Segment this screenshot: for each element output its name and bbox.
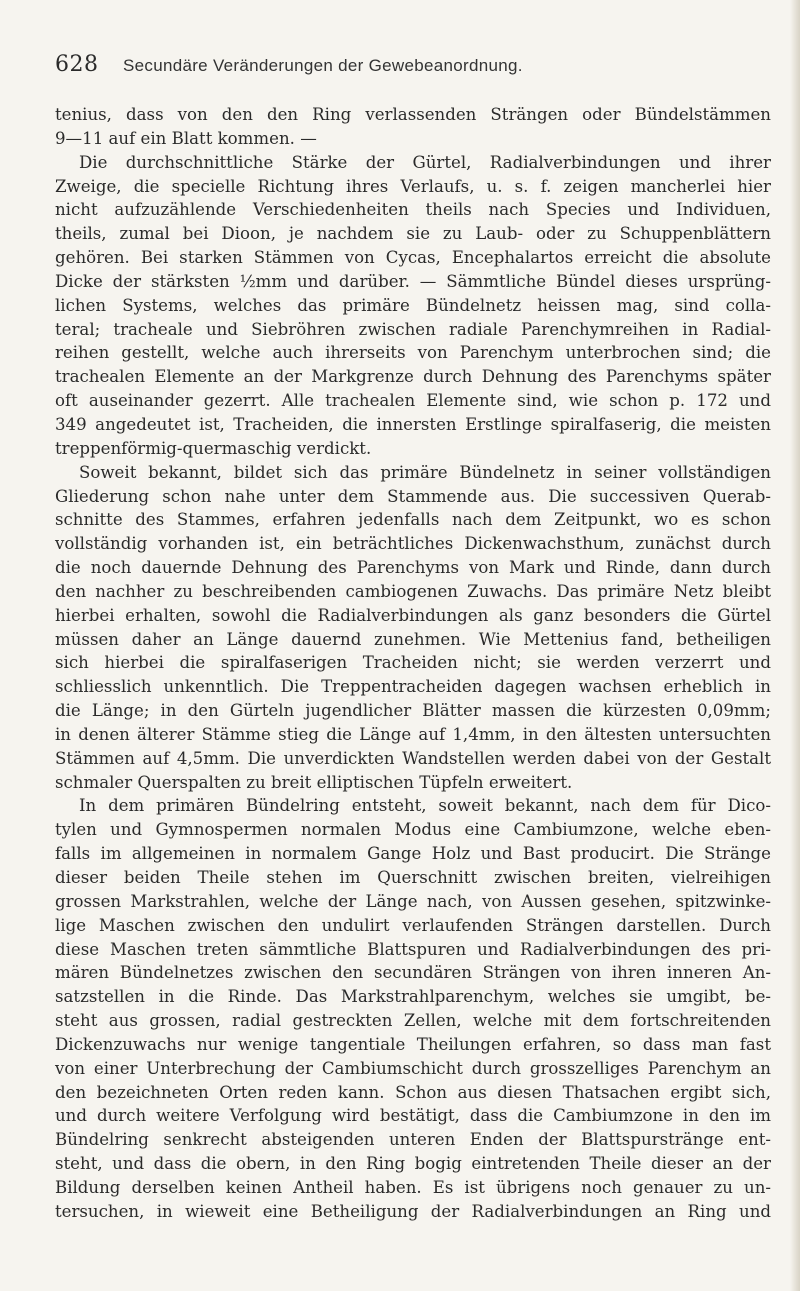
text-line: Dicke der stärksten ½mm und darüber. — Sämmtliche Bündel dieses ursprüng- (55, 271, 771, 291)
text-line: 349 angedeutet ist, Tracheiden, die innersten Erstlinge spiralfaserig, die meisten (55, 414, 771, 434)
text-line: von einer Unterbrechung der Cambiumschicht durch grosszelliges Parenchym an (55, 1058, 771, 1078)
page-edge-shadow (790, 0, 800, 1291)
text-line: steht aus grossen, radial gestreckten Zellen, welche mit dem fortschreitenden (55, 1011, 771, 1031)
text-line: dieser beiden Theile stehen im Querschnitt zwischen breiten, vielreihigen (55, 868, 771, 887)
text-line: teral; tracheale und Siebröhren zwischen radiale Parenchymreihen in Radial- (55, 319, 771, 339)
text-line: schmaler Querspalten zu breit elliptischen Tüpfeln erweitert. (55, 772, 573, 792)
text-line: oft auseinander gezerrt. Alle trachealen Elemente sind, wie schon p. 172 und (55, 391, 771, 411)
text-line: satzstellen in die Rinde. Das Markstrahlparenchym, welches sie umgibt, be- (55, 987, 771, 1007)
text-line: Bildung derselben keinen Antheil haben. Es ist übrigens noch genauer zu un- (55, 1177, 771, 1197)
text-line: und durch weitere Verfolgung wird bestätigt, dass die Cambiumzone in den im (55, 1106, 771, 1126)
page-number: 628 (55, 52, 99, 77)
text-line: steht, und dass die obern, in den Ring bogig eintretenden Theile dieser an der (55, 1154, 771, 1174)
text-line: trachealen Elemente an der Markgrenze durch Dehnung des Parenchyms später (55, 367, 771, 387)
text-line: Zweige, die specielle Richtung ihres Verlaufs, u. s. f. zeigen mancherlei hier (55, 176, 771, 196)
text-line: grossen Markstrahlen, welche der Länge nach, von Aussen gesehen, spitzwinke- (55, 891, 771, 911)
text-line: lichen Systems, welches das primäre Bündelnetz heissen mag, sind colla- (55, 295, 771, 315)
text-line: die Länge; in den Gürteln jugendlicher Blätter massen die kürzesten 0,09mm; (55, 701, 771, 721)
text-line: nicht aufzuzählende Verschiedenheiten theils nach Species und Individuen, (55, 200, 771, 220)
text-line: die noch dauernde Dehnung des Parenchyms von Mark und Rinde, dann durch (55, 558, 771, 578)
text-line: theils, zumal bei Dioon, je nachdem sie zu Laub- oder zu Schuppenblättern (55, 224, 771, 244)
text-line: Bündelring senkrecht absteigenden unteren Enden der Blattspurstränge ent- (55, 1130, 771, 1150)
text-line: tylen und Gymnospermen normalen Modus eine Cambiumzone, welche eben- (55, 820, 771, 840)
text-line: in denen älterer Stämme stieg die Länge auf 1,4mm, in den ältesten untersuchten (55, 724, 771, 744)
text-line: tersuchen, in wieweit eine Betheiligung der Radialverbindungen an Ring und (55, 1201, 771, 1221)
text-line: vollständig vorhanden ist, ein beträchtliches Dickenwachsthum, zunächst durch (55, 534, 771, 554)
running-title: Secundäre Veränderungen der Gewebeanordnung. (123, 56, 523, 75)
text-line: schnitte des Stammes, erfahren jedenfalls nach dem Zeitpunkt, wo es schon (55, 510, 771, 530)
text-line: lige Maschen zwischen den undulirt verlaufenden Strängen darstellen. Durch (55, 915, 771, 935)
text-line: tenius, dass von den den Ring verlassenden Strängen oder Bündelstämmen (55, 105, 771, 124)
text-line: Dickenzuwachs nur wenige tangentiale Theilungen erfahren, so dass man fast (55, 1034, 771, 1054)
text-line: hierbei erhalten, sowohl die Radialverbindungen als ganz besonders die Gürtel (55, 605, 771, 625)
text-line: Gliederung schon nahe unter dem Stammende aus. Die successiven Querab- (55, 486, 771, 506)
text-line: Die durchschnittliche Stärke der Gürtel, Radialverbindungen und ihrer (79, 152, 771, 172)
text-line: den bezeichneten Orten reden kann. Schon aus diesen Thatsachen ergibt sich, (55, 1082, 771, 1102)
text-line: Stämmen auf 4,5mm. Die unverdickten Wandstellen werden dabei von der Gestalt (55, 748, 771, 768)
text-line: In dem primären Bündelring entsteht, soweit bekannt, nach dem für Dico- (79, 796, 771, 816)
body-text (55, 103, 771, 1224)
text-line: falls im allgemeinen in normalem Gange Holz und Bast producirt. Die Stränge (55, 844, 771, 864)
page-header (55, 52, 755, 82)
text-line: treppenförmig-quermaschig verdickt. (55, 438, 372, 458)
text-line: den nachher zu beschreibenden cambiogenen Zuwachs. Das primäre Netz bleibt (55, 581, 771, 601)
text-line: reihen gestellt, welche auch ihrerseits von Parenchym unterbrochen sind; die (55, 343, 771, 363)
text-line: sich hierbei die spiralfaserigen Tracheiden nicht; sie werden verzerrt und (55, 653, 771, 673)
text-line: mären Bündelnetzes zwischen den secundären Strängen von ihren inneren An- (55, 963, 771, 983)
text-line: Soweit bekannt, bildet sich das primäre Bündelnetz in seiner vollständigen (79, 462, 771, 482)
text-line: 9—11 auf ein Blatt kommen. — (55, 128, 317, 148)
text-line: müssen daher an Länge dauernd zunehmen. Wie Mettenius fand, betheiligen (55, 629, 771, 649)
text-line: schliesslich unkenntlich. Die Treppentracheiden dagegen wachsen erheblich in (55, 677, 771, 697)
text-line: diese Maschen treten sämmtliche Blattspuren und Radialverbindungen des pri- (55, 939, 771, 959)
text-line: gehören. Bei starken Stämmen von Cycas, Encephalartos erreicht die absolute (55, 248, 771, 268)
